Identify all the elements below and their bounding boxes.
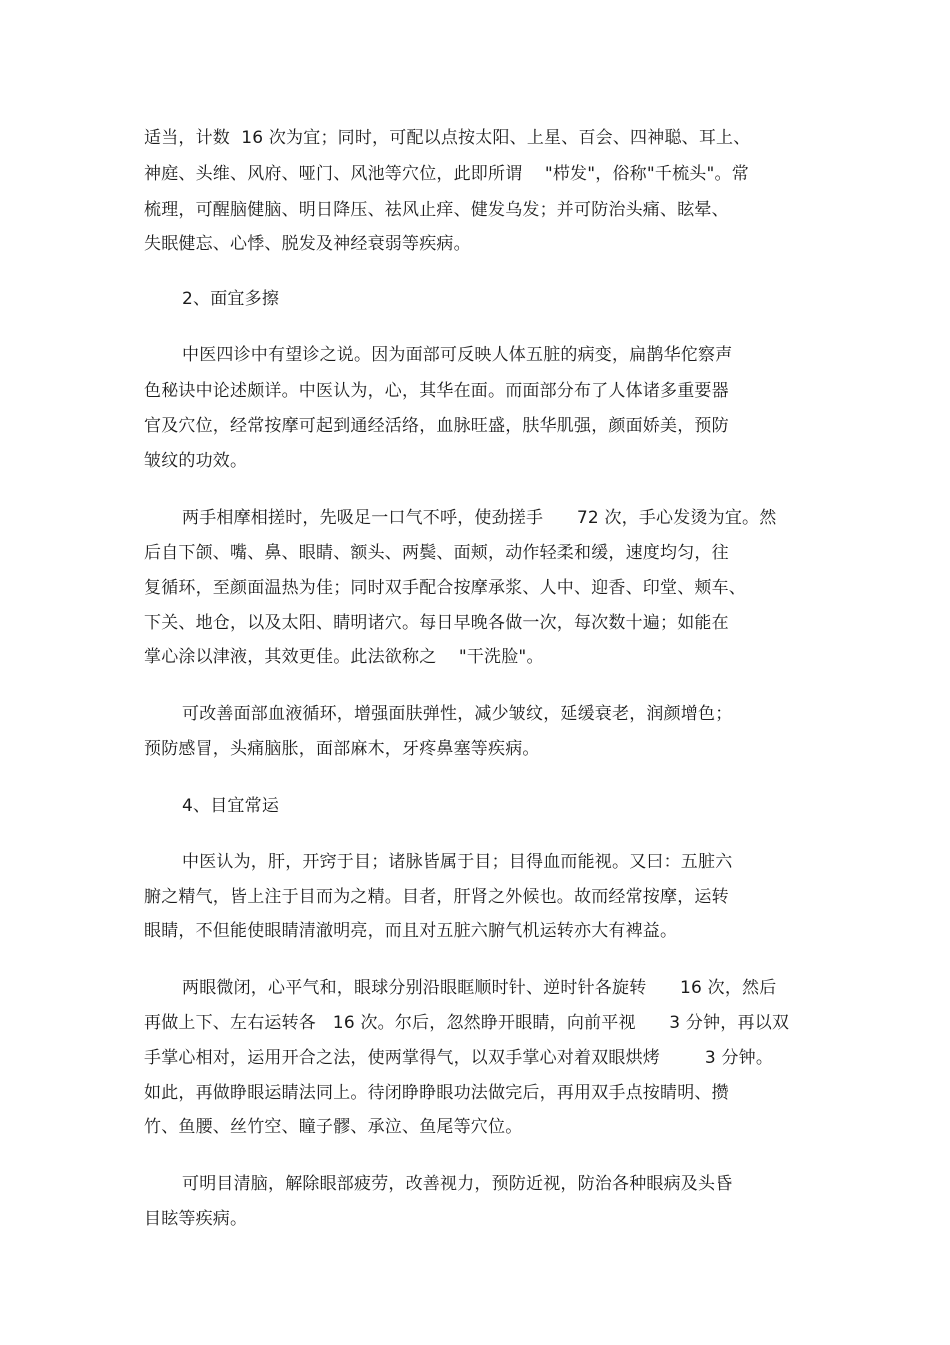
text-line: 手掌心相对，运用开合之法，使两掌得气，以双手掌心对着双眼烘烤 3 分钟。 [144, 1048, 774, 1068]
text-line: 失眠健忘、心悸、脱发及神经衰弱等疾病。 [144, 234, 471, 254]
text-line: 梳理，可醒脑健脑、明日降压、祛风止痒、健发乌发；并可防治头痛、眩晕、 [144, 200, 729, 220]
text-line: 眼睛，不但能使眼睛清澈明亮，而且对五脏六腑气机运转亦大有裨益。 [144, 921, 678, 941]
text-line: 皱纹的功效。 [144, 451, 248, 471]
text-line: 神庭、头维、风府、哑门、风池等穴位，此即所谓 "栉发"，俗称"千梳头"。常 [144, 164, 749, 184]
text-line: 再做上下、左右运转各 16 次。尔后，忽然睁开眼睛，向前平视 3 分钟，再以双 [144, 1013, 790, 1033]
text-line: 预防感冒，头痛脑胀，面部麻木，牙疼鼻塞等疾病。 [144, 739, 540, 759]
text-line: 两眼微闭，心平气和，眼球分别沿眼眶顺时针、逆时针各旋转 16 次，然后 [182, 978, 777, 998]
section-heading: 2、面宜多擦 [182, 289, 280, 309]
text-line: 两手相摩相搓时，先吸足一口气不呼，使劲搓手 72 次，手心发烫为宜。然 [182, 508, 777, 528]
text-line: 复循环，至颜面温热为佳；同时双手配合按摩承浆、人中、迎香、印堂、颊车、 [144, 578, 746, 598]
text-line: 中医认为，肝，开窍于目；诸脉皆属于目；目得血而能视。又曰：五脏六 [182, 852, 733, 872]
text-line: 掌心涂以津液，其效更佳。此法欲称之 "干洗脸"。 [144, 647, 544, 667]
text-line: 可明目清脑，解除眼部疲劳，改善视力，预防近视，防治各种眼病及头昏 [182, 1174, 733, 1194]
text-line: 下关、地仓，以及太阳、睛明诸穴。每日早晚各做一次，每次数十遍；如能在 [144, 613, 729, 633]
text-line: 腑之精气，皆上注于目而为之精。目者，肝肾之外候也。故而经常按摩，运转 [144, 887, 729, 907]
section-heading: 4、目宜常运 [182, 796, 280, 816]
text-line: 后自下颌、嘴、鼻、眼睛、额头、两鬓、面颊，动作轻柔和缓，速度均匀，往 [144, 543, 729, 563]
text-line: 色秘诀中论述颇详。中医认为，心，其华在面。而面部分布了人体诸多重要器 [144, 381, 729, 401]
text-line: 如此，再做睁眼运睛法同上。待闭睁睁眼功法做完后，再用双手点按睛明、攒 [144, 1083, 729, 1103]
text-line: 适当，计数 16 次为宜；同时，可配以点按太阳、上星、百会、四神聪、耳上、 [144, 128, 751, 148]
text-line: 中医四诊中有望诊之说。因为面部可反映人体五脏的病变，扁鹊华佗察声 [182, 345, 733, 365]
text-line: 可改善面部血液循环，增强面肤弹性，减少皱纹，延缓衰老，润颜增色； [182, 704, 733, 724]
text-line: 官及穴位，经常按摩可起到通经活络，血脉旺盛，肤华肌强，颜面娇美，预防 [144, 416, 729, 436]
text-line: 竹、鱼腰、丝竹空、瞳子髎、承泣、鱼尾等穴位。 [144, 1117, 523, 1137]
text-line: 目眩等疾病。 [144, 1209, 248, 1229]
